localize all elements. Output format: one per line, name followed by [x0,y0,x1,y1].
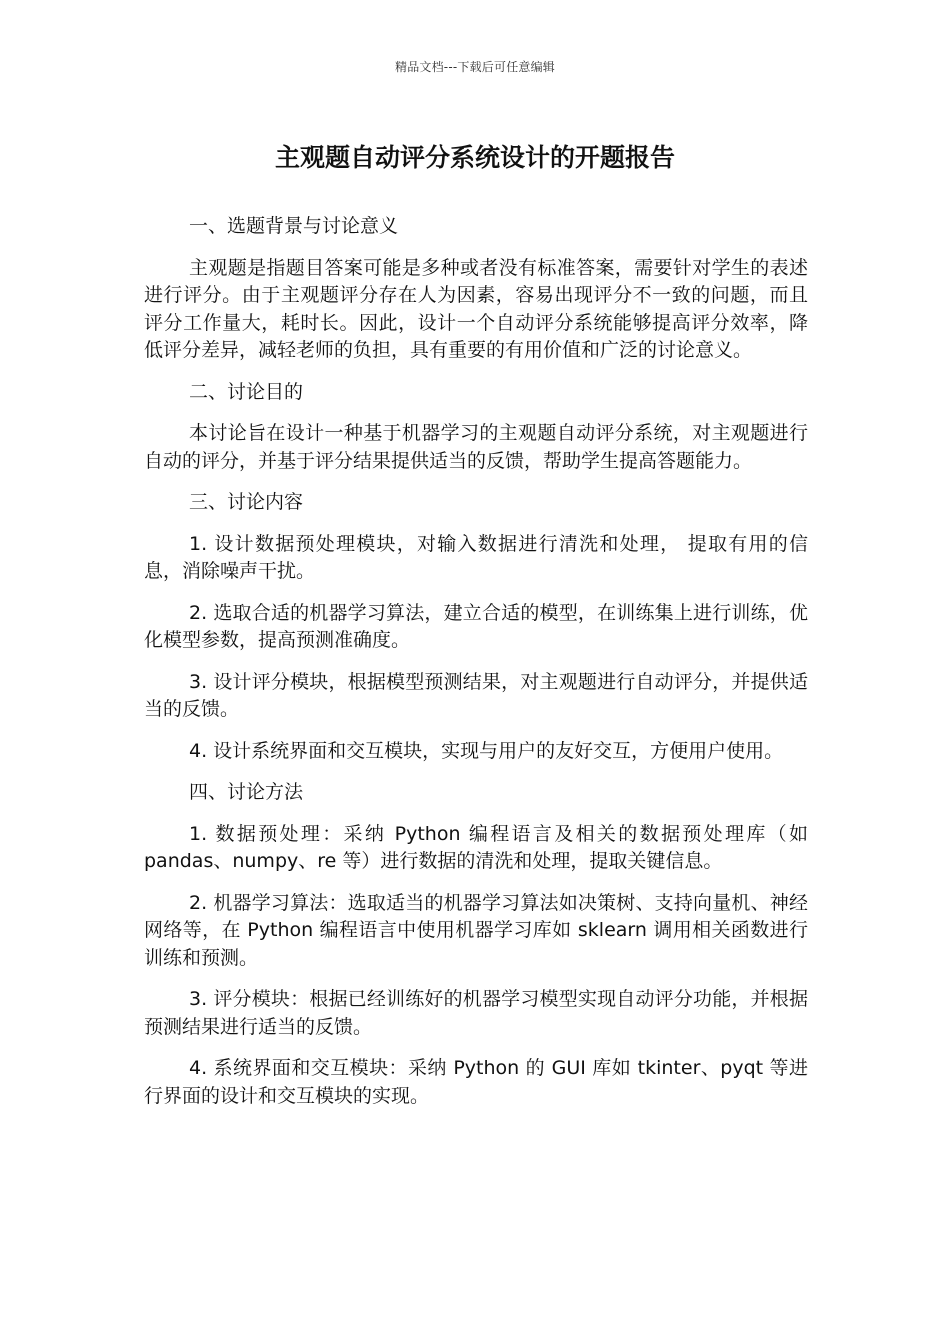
paragraph-background: 主观题是指题目答案可能是多种或者没有标准答案，需要针对学生的表述进行评分。由于主观题评分存在人为因素，容易出现评分不一致的问题，而且评分工作量大，耗时长。因此，设计一个自动评分系统能够提高评分效率，降低评分差异，减轻老师的负担，具有重要的有用价值和广泛的讨论意义。 [144,256,808,361]
content-item-1: 1. 设计数据预处理模块，对输入数据进行清洗和处理， 提取有用的信息，消除噪声干扰。 [144,532,808,582]
method-item-4: 4. 系统界面和交互模块：采纳 Python 的 GUI 库如 tkinter、pyqt 等进行界面的设计和交互模块的实现。 [144,1057,808,1107]
header-note: 精品文档---下载后可任意编辑 [395,60,555,74]
method-item-2: 2. 机器学习算法：选取适当的机器学习算法如决策树、支持向量机、神经网络等，在 Python 编程语言中使用机器学习库如 sklearn 调用相关函数进行训练和预测。 [144,891,808,969]
content-item-2: 2. 选取合适的机器学习算法，建立合适的模型，在训练集上进行训练，优化模型参数，提高预测准确度。 [144,601,808,651]
document-body [144,213,808,1124]
document-title: 主观题自动评分系统设计的开题报告 [274,143,675,172]
section-heading-purpose: 二、讨论目的 [189,380,304,403]
paragraph-purpose: 本讨论旨在设计一种基于机器学习的主观题自动评分系统，对主观题进行自动的评分，并基于评分结果提供适当的反馈，帮助学生提高答题能力。 [144,422,808,472]
content-item-3: 3. 设计评分模块，根据模型预测结果，对主观题进行自动评分，并提供适当的反馈。 [144,670,808,720]
section-heading-content: 三、讨论内容 [189,491,304,513]
content-item-4: 4. 设计系统界面和交互模块，实现与用户的友好交互，方便用户使用。 [189,739,784,762]
section-heading-background: 一、选题背景与讨论意义 [189,215,399,237]
method-item-3: 3. 评分模块：根据已经训练好的机器学习模型实现自动评分功能，并根据预测结果进行适当的反馈。 [144,988,808,1038]
section-heading-methods: 四、讨论方法 [189,781,304,803]
method-item-1: 1. 数据预处理：采纳 Python 编程语言及相关的数据预处理库（如 pandas、numpy、re 等）进行数据的清洗和处理，提取关键信息。 [144,822,808,872]
